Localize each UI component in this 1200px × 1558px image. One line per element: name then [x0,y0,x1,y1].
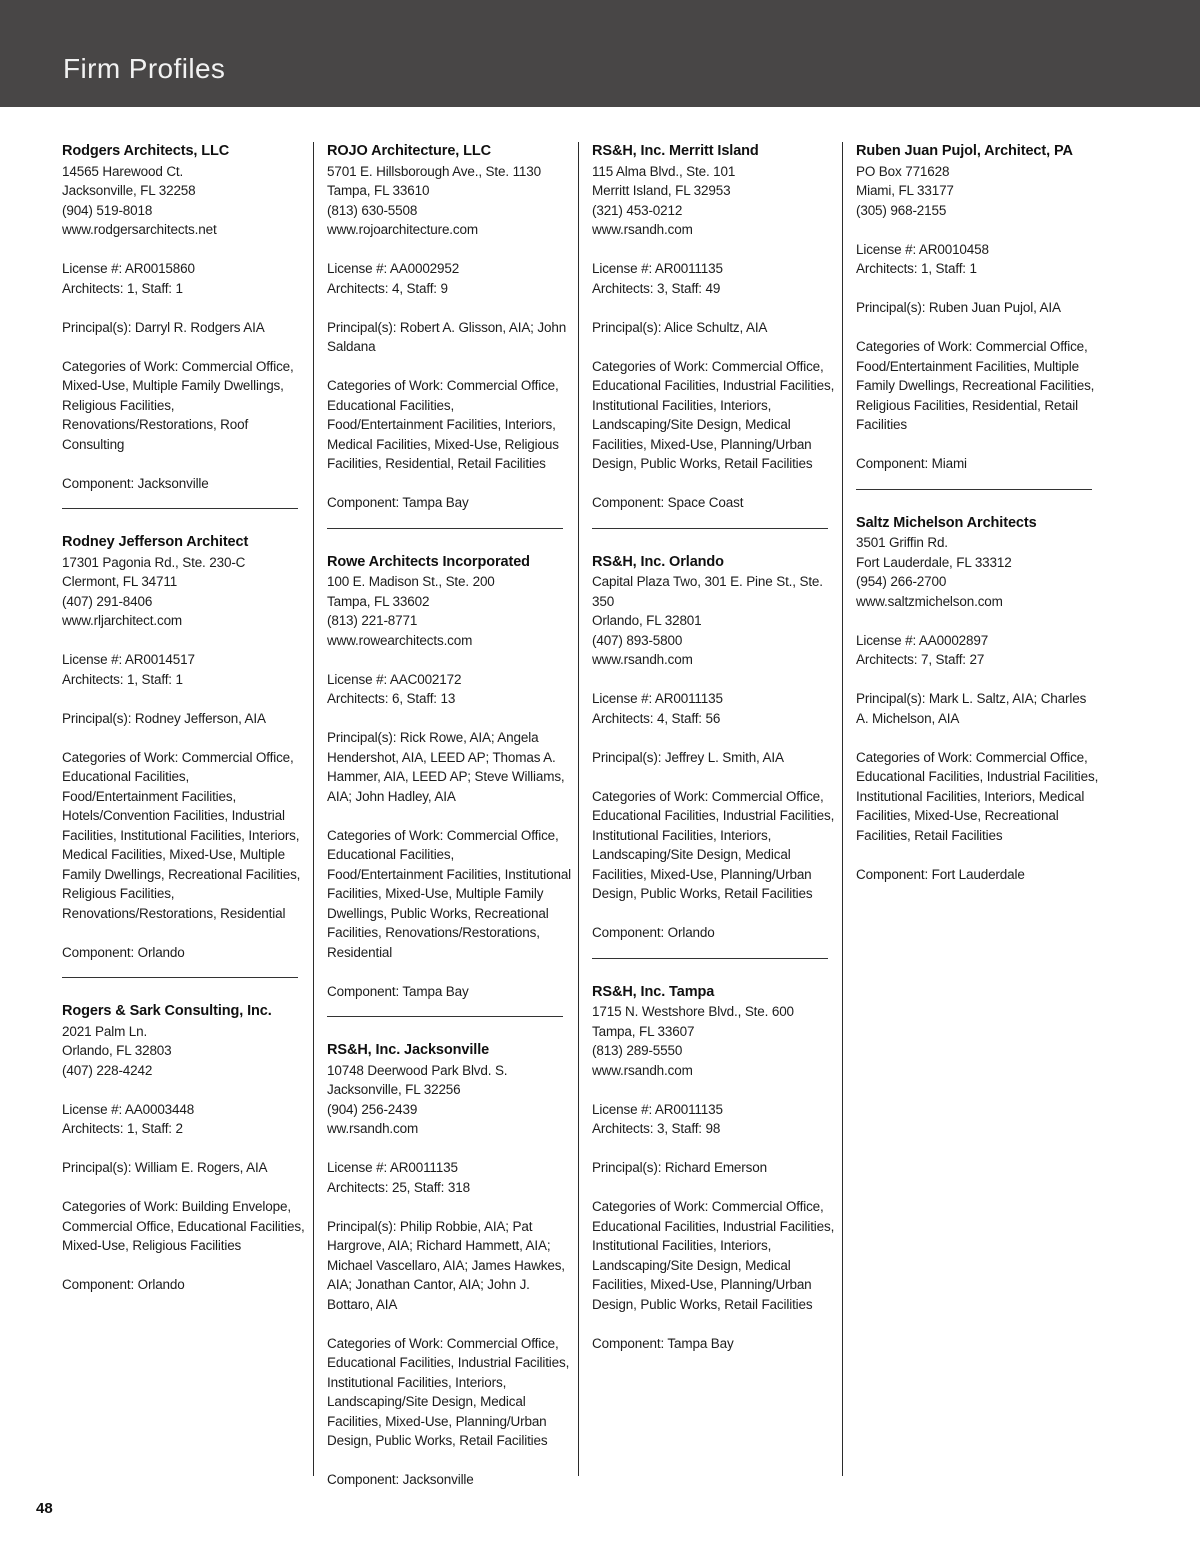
firm-entry [327,142,572,513]
firm-entry [327,1041,572,1490]
entry-divider [856,489,1092,490]
firm-address-line: ww.rsandh.com [327,1121,419,1136]
firm-license-number: License #: AR0011135 [592,261,723,276]
firm-entry [62,533,307,962]
firm-entry [856,142,1101,474]
firm-name: RS&H, Inc. Jacksonville [327,1042,490,1058]
firm-address-line: Merritt Island, FL 32953 [592,183,731,198]
firm-name: Ruben Juan Pujol, Architect, PA [856,143,1073,159]
firm-address-line: Jacksonville, FL 32256 [327,1082,461,1097]
firm-principals: Principal(s): Philip Robbie, AIA; Pat Hargrove, AIA; Richard Hammett, AIA; Michael Vascellaro, AIA; James Hawkes, AIA; Jonathan Cantor, AIA; John J. Bottaro, AIA [327,1218,565,1312]
firm-categories: Categories of Work: Commercial Office, Educational Facilities, Food/Entertainment Facilities, Institutional Facilities, Mixed-Use, Multiple Family Dwellings, Public Works, Recreational Facilities, Renovations/Restorations, Residential [327,827,572,960]
column-separator [842,142,843,1476]
firm-staff-count: Architects: 4, Staff: 56 [592,710,721,726]
firm-principals: Principal(s): William E. Rogers, AIA [62,1160,268,1175]
firm-staff-count: Architects: 1, Staff: 1 [856,261,977,276]
firm-license-number: License #: AR0011135 [592,1101,723,1117]
firm-license-block [856,240,1101,279]
entry-divider [592,958,828,959]
firm-license-number: License #: AR0011135 [592,691,723,706]
firm-staff-count: Architects: 3, Staff: 98 [592,1121,721,1136]
firm-license-number: License #: AA0002897 [856,632,989,648]
firm-categories: Categories of Work: Commercial Office, Educational Facilities, Industrial Facilities, Institutional Facilities, Interiors, Landscaping/Site Design, Medical Facilities, Mixed-Use, Planning/Urban Design, Public Works, Retail Facilities [592,358,835,471]
firm-license-number: License #: AR0014517 [62,652,195,667]
firm-license-block [592,1100,837,1139]
firm-staff-count: Architects: 7, Staff: 27 [856,652,985,667]
column-separator [578,142,579,1476]
firm-address-line: Tampa, FL 33607 [592,1023,695,1039]
firm-address [856,162,1101,221]
entry-divider [592,528,828,529]
firm-entry [592,553,837,943]
page-title: Firm Profiles [63,53,226,84]
directory-column-3 [592,142,837,1353]
firm-address-line: (813) 289-5550 [592,1043,683,1058]
firm-name: Rodgers Architects, LLC [62,143,230,159]
page-number: 48 [36,1500,53,1517]
firm-principals: Principal(s): Rick Rowe, AIA; Angela Hendershot, AIA, LEED AP; Thomas A. Hammer, AIA, LEED AP; Steve Williams, AIA; John Hadley, AIA [327,730,565,804]
firm-categories: Categories of Work: Commercial Office, Mixed-Use, Multiple Family Dwellings, Religious Facilities, Renovations/Restorations, Roof Consulting [62,358,294,452]
firm-address-line: (407) 893-5800 [592,632,683,648]
firm-component: Component: Fort Lauderdale [856,866,1025,882]
firm-license-block [327,259,572,298]
entry-divider [327,1016,563,1017]
firm-address-line: 100 E. Madison St., Ste. 200 [327,574,495,589]
firm-license-block [62,650,307,689]
firm-name: RS&H, Inc. Merritt Island [592,143,759,159]
firm-license-number: License #: AA0003448 [62,1101,195,1117]
firm-address-line: 5701 E. Hillsborough Ave., Ste. 1130 [327,163,542,179]
firm-address-line: Orlando, FL 32803 [62,1043,172,1058]
firm-entry [327,553,572,1002]
firm-staff-count: Architects: 1, Staff: 1 [62,280,183,296]
firm-categories: Categories of Work: Commercial Office, Educational Facilities, Food/Entertainment Facilities, Interiors, Medical Facilities, Mixed-Use, Religious Facilities, Residential, Retail Facilities [327,378,559,471]
directory-column-1 [62,142,307,1295]
firm-license-block [592,259,837,298]
firm-license-number: License #: AR0011135 [327,1160,458,1175]
firm-address-line: www.rodgersarchitects.net [62,222,217,237]
firm-address [856,533,1101,611]
firm-address [62,553,307,631]
firm-principals: Principal(s): Robert A. Glisson, AIA; John Saldana [327,319,567,354]
firm-categories: Categories of Work: Commercial Office, Food/Entertainment Facilities, Multiple Family Dwellings, Recreational Facilities, Religious Facilities, Residential, Retail Facilities [856,339,1095,432]
firm-license-number: License #: AR0015860 [62,261,195,276]
firm-component: Component: Space Coast [592,495,744,510]
firm-staff-count: Architects: 1, Staff: 1 [62,671,183,687]
firm-address-line: www.rsandh.com [592,222,693,237]
firm-component: Component: Jacksonville [327,1472,474,1487]
firm-license-block [62,259,307,298]
firm-address-line: Jacksonville, FL 32258 [62,183,196,198]
firm-address [62,1022,307,1081]
firm-entry [592,142,837,513]
firm-principals: Principal(s): Rodney Jefferson, AIA [62,710,266,726]
firm-address [327,162,572,240]
firm-address-line: (954) 266-2700 [856,574,947,589]
firm-address [327,572,572,650]
firm-address-line: 2021 Palm Ln. [62,1023,148,1039]
firm-staff-count: Architects: 1, Staff: 2 [62,1121,183,1136]
firm-name: Rowe Architects Incorporated [327,553,530,570]
firm-address-line: www.rljarchitect.com [62,613,183,628]
firm-address-line: 10748 Deerwood Park Blvd. S. [327,1062,508,1078]
firm-categories: Categories of Work: Commercial Office, Educational Facilities, Industrial Facilities, Institutional Facilities, Interiors, Landscaping/Site Design, Medical Facilities, Mixed-Use, Planning/Urban Design, Public Works, Retail Facilities [592,788,835,901]
firm-entry [62,1002,307,1295]
firm-address-line: 3501 Griffin Rd. [856,535,948,550]
firm-address-line: (321) 453-0212 [592,202,683,218]
firm-address-line: Tampa, FL 33610 [327,183,430,198]
firm-address-line: Miami, FL 33177 [856,183,954,198]
firm-categories: Categories of Work: Commercial Office, Educational Facilities, Industrial Facilities, Institutional Facilities, Interiors, Medical Facilities, Mixed-Use, Recreational Facilities, Retail Facilities [856,749,1099,843]
firm-license-block [327,1158,572,1197]
firm-address-line: (813) 630-5508 [327,202,418,218]
firm-component: Component: Miami [856,456,967,471]
firm-categories: Categories of Work: Commercial Office, Educational Facilities, Industrial Facilities, Institutional Facilities, Interiors, Landscaping/Site Design, Medical Facilities, Mixed-Use, Planning/Urban Design, Public Works, Retail Facilities [592,1199,835,1312]
firm-address-line: (407) 228-4242 [62,1062,153,1078]
firm-address-line: 17301 Pagonia Rd., Ste. 230-C [62,554,246,570]
firm-entry [62,142,307,493]
firm-address-line: www.saltzmichelson.com [856,593,1003,609]
firm-name: Saltz Michelson Architects [856,514,1037,531]
firm-address-line: 14565 Harewood Ct. [62,163,184,179]
firm-address-line: 1715 N. Westshore Blvd., Ste. 600 [592,1004,794,1019]
firm-principals: Principal(s): Alice Schultz, AIA [592,319,768,335]
firm-name: RS&H, Inc. Tampa [592,983,715,1000]
firm-address [592,1002,837,1080]
firm-component: Component: Tampa Bay [327,495,469,510]
firm-principals: Principal(s): Mark L. Saltz, AIA; Charles A. Michelson, AIA [856,691,1087,726]
firm-principals: Principal(s): Jeffrey L. Smith, AIA [592,749,784,765]
firm-name: ROJO Architecture, LLC [327,143,492,159]
page-header [0,0,1200,107]
firm-address-line: (813) 221-8771 [327,613,418,628]
firm-address-line: www.rowearchitects.com [327,632,473,648]
firm-address-line: www.rojoarchitecture.com [327,222,478,237]
firm-license-block [327,670,572,709]
firm-license-block [62,1100,307,1139]
firm-principals: Principal(s): Ruben Juan Pujol, AIA [856,300,1061,315]
firm-name: Rogers & Sark Consulting, Inc. [62,1003,272,1019]
firm-address-line: (904) 519-8018 [62,202,153,218]
firm-address [62,162,307,240]
firm-principals: Principal(s): Darryl R. Rodgers AIA [62,319,265,335]
firm-address-line: Fort Lauderdale, FL 33312 [856,554,1012,570]
firm-component: Component: Jacksonville [62,475,209,491]
firm-address-line: www.rsandh.com [592,652,693,667]
firm-license-number: License #: AA0002952 [327,261,460,276]
firm-address-line: (305) 968-2155 [856,202,947,218]
firm-component: Component: Orlando [592,925,715,940]
firm-license-number: License #: AR0010458 [856,241,989,257]
firm-license-number: License #: AAC002172 [327,671,462,687]
firm-license-block [856,631,1101,670]
firm-name: RS&H, Inc. Orlando [592,553,724,570]
firm-staff-count: Architects: 3, Staff: 49 [592,280,721,296]
directory-column-2 [327,142,572,1490]
directory-column-4 [856,142,1101,884]
firm-license-block [592,689,837,728]
firm-address-line: Tampa, FL 33602 [327,593,430,609]
firm-component: Component: Orlando [62,944,185,960]
firm-categories: Categories of Work: Commercial Office, Educational Facilities, Industrial Facilities, Institutional Facilities, Interiors, Landscaping/Site Design, Medical Facilities, Mixed-Use, Planning/Urban Design, Public Works, Retail Facilities [327,1335,570,1448]
column-separator [313,142,314,1476]
firm-address-line: 115 Alma Blvd., Ste. 101 [592,163,736,179]
firm-address [592,162,837,240]
firm-address-line: www.rsandh.com [592,1062,693,1078]
firm-address-line: Orlando, FL 32801 [592,613,702,628]
firm-categories: Categories of Work: Building Envelope, Commercial Office, Educational Facilities, Mixed-Use, Religious Facilities [62,1199,305,1253]
entry-divider [327,528,563,529]
firm-address-line: Capital Plaza Two, 301 E. Pine St., Ste. 350 [592,574,823,609]
firm-entry [856,514,1101,885]
firm-address-line: Clermont, FL 34711 [62,574,178,589]
firm-component: Component: Orlando [62,1277,185,1292]
firm-staff-count: Architects: 25, Staff: 318 [327,1179,470,1195]
firm-staff-count: Architects: 6, Staff: 13 [327,691,456,706]
firm-address-line: (904) 256-2439 [327,1101,418,1117]
firm-entry [592,983,837,1354]
entry-divider [62,508,298,509]
firm-categories: Categories of Work: Commercial Office, Educational Facilities, Food/Entertainment Facilities, Hotels/Convention Facilities, Industrial Facilities, Institutional Facilities, Interiors, Medical Facilities, Mixed-Use, Multiple Family Dwellings, Recreational Facilities, Religious Facilities, Renovations/Restorations, Residential [62,749,301,921]
firm-component: Component: Tampa Bay [327,983,469,999]
firm-address [592,572,837,670]
firm-component: Component: Tampa Bay [592,1335,734,1351]
firm-principals: Principal(s): Richard Emerson [592,1160,767,1175]
entry-divider [62,977,298,978]
firm-address-line: PO Box 771628 [856,163,950,179]
firm-address [327,1061,572,1139]
firm-address-line: (407) 291-8406 [62,593,153,609]
firm-name: Rodney Jefferson Architect [62,534,249,550]
firm-staff-count: Architects: 4, Staff: 9 [327,280,448,296]
